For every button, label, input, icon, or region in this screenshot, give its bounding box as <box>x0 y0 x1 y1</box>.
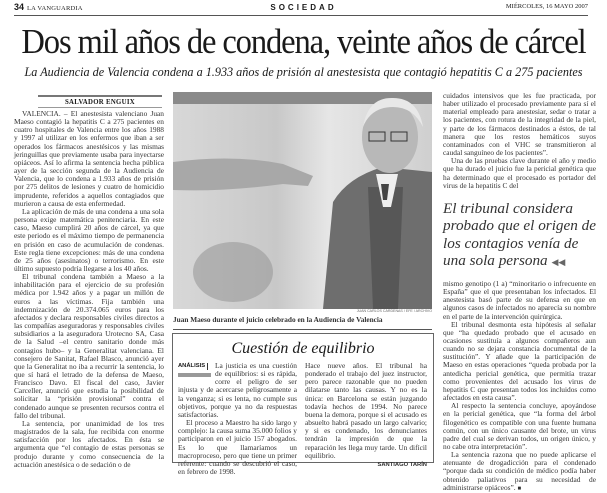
article-column-1 <box>14 110 164 469</box>
paragraph: El tribunal condena también a Maeso a la inhabilitación para el ejercicio de su profesión médica por 1.942 años y a pagar un millón de euros a las víctimas. Fija también una indemnización de 20.374.065 euros para los afectados y declara responsables civiles directos a las compañías aseguradoras y responsables civiles subsidiarios a la aseguradora Urotecno SA, Casa de la Salud –el centro sanitario donde más contagios hubo– y la Generalitat valenciana. El consejero de Sanitat, Rafael Blasco, anunció ayer que la Generalitat no iba a recurrir la sentencia, lo que sí hará el letrado de la defensa de Maeso, Francisco Davo. El fiscal del caso, Javier Carceller, anunció que estudia la posibilidad de solicitar la “prisión provisional” contra el condenado aunque se presenten recursos contra el fallo del tribunal. <box>14 272 164 420</box>
page-number: 34 <box>14 2 25 12</box>
analysis-label: ANÁLISIS <box>178 363 208 370</box>
quote-mark-icon: ◀◀ <box>551 257 566 268</box>
pull-quote <box>443 200 598 272</box>
analysis-title: Cuestión de equilibrio <box>231 340 375 357</box>
article-column-3-wrapper <box>443 92 598 493</box>
pull-quote-text: El tribunal considera probado que el origen de los contagios venía de una sola persona <box>443 199 596 270</box>
paragraph: mismo genotipo (1 a) “minoritario o infrecuente en España” que el que presentaban los infectados. El anestesista basó parte de su defensa en que en algunos casos de infectados no aparecía su nombre en el parte de la intervención quirúrgica. <box>443 278 596 321</box>
article-photo <box>173 92 432 309</box>
paragraph: La sentencia, por unanimidad de los tres magistrados de la sala, fue recibida con enorme satisfacción por los afectados. En ésta se argumenta que “el contagio de estas personas se produjo durante y como consecuencia de la actuación anestésica o de sedación o de <box>14 418 164 469</box>
paragraph-text: La sentencia razona que no puede aplicarse el atenuante de drogadicción para el condenado “porque dada su condición de médico podía haber obtenido paliativos para su necesidad de administrarse opiáceos”. <box>443 450 596 492</box>
divider <box>173 329 432 330</box>
paragraph: La aplicación de más de una condena a una sola persona exige matemática penitenciaria. En este caso, Maeso cumplirá 20 años de cárcel, ya que este periodo es el máximo tiempo de permanencia en prisión en caso de acumulación de condenas. Este regla tiene excepciones: más de una condena de 25 años (asesinatos) o terrorismo. En este último supuesto podría llegarse a los 40 años. <box>14 206 164 273</box>
paragraph: El tribunal desmonta esta hipótesis al señalar que “ha quedado probado que el acusado en ocasiones sustituía a algunos compañeros aun cuando no se dejara constancia documental de la sustitución”. Y añade que la participación de Maeso en estas operaciones “queda probada por la antedicha pericial genética, que permitía trazar como provenientes del acusado los virus de hepatitis C que presentan todos los incluidos como afectados en esta causa”. <box>443 319 596 403</box>
end-mark-icon: ■ <box>517 485 522 492</box>
newspaper-name: LA VANGUARDIA <box>27 5 83 12</box>
paragraph: Al respecto la sentencia concluye, apoyándose en la pericial genética, que “la forma del árbol filogenético es compatible con una fuente humana común, con un único causante del brote, un virus padre del cual se derivan todos, un origen único, y no cabe otra interpretación”. <box>443 401 596 451</box>
byline-rule <box>38 107 162 108</box>
headline: Dos mil años de condena, veinte años de cárcel <box>21 22 586 61</box>
photo-credit: JUAN CARLOS CÁRDENAS / EFE / ARCHIVO <box>356 309 432 313</box>
analysis-signature: SANTIAGO TARÍN <box>377 461 427 468</box>
analysis-column-2 <box>305 362 427 469</box>
paragraph: Una de las pruebas clave durante el año y medio que ha durado el juicio fue la pericial genética que ha determinado que el procesado es portador del virus de la hepatitis C del <box>443 156 596 190</box>
byline: SALVADOR ENGUIX <box>64 99 136 106</box>
article-column-3 <box>443 92 596 190</box>
section-name: SOCIEDAD <box>270 3 337 12</box>
analysis-column-1 <box>178 362 297 476</box>
paragraph: cuidados intensivos que les fue practicada, por haber utilizado el procesado previamente para sí el material empleado para anestesiar, sedar o tratar a los pacientes, con rotura de la integridad de la piel, y parte de los fármacos destinados a éstos, de tal manera que los restos hemáticos suyos contaminados con el VHC se transmitieron al caudal sanguíneo de los pacientes”. <box>443 91 596 158</box>
paragraph <box>443 451 596 493</box>
paragraph: VALENCIA. – El anestesista valenciano Juan Maeso contagió la hepatitis C a 275 pacientes en cuatro hospitales de Valencia entre los años 1988 y 1997 al utilizar en los enfermos que iban a ser operados los fármacos anestésicos y las mismas jeringuillas que previamente usaba para inyectarse opiáceos. Así lo afirma la sentencia hecha pública ayer de la sección segunda de la Audiencia de Valencia, que lo condena a 1.933 años de prisión por 275 delitos de lesiones y cuatro de homicidio imprudente, referidos a aquellos contagiados que murieron a causa de esta enfermedad. <box>14 109 164 208</box>
header-rule <box>14 15 588 16</box>
subheadline: La Audiencia de Valencia condena a 1.933 años de prisión al anestesista que contagió hepatitis C a 275 pacientes <box>24 65 583 79</box>
page-folio <box>14 2 83 12</box>
byline-rule <box>38 95 162 97</box>
paragraph: Hace nueve años. El tribunal ha ponderado el trabajo del juez instructor, pero parece razonable que no pueden dilatarse tanto las causas. Y no es la única: en Barcelona se están juzgando todavía hechos de 1994. No parece buena la demora, porque si el acusado es absuelto habrá pasado un largo calvario; y si es condenado, los denunciantes tendrán la impresión de que la reparación les llega muy tarde. Un difícil equilibrio. <box>305 361 427 460</box>
article-column-3-continued <box>443 280 596 493</box>
issue-date: MIÉRCOLES, 16 MAYO 2007 <box>505 3 588 10</box>
photo-caption: Juan Maeso durante el juicio celebrado en la Audiencia de Valencia <box>173 315 383 324</box>
paragraph: La justicia es una cuestión de equilibrios: si es rápida, corre el peligro de ser injusta y de acercarse peligrosamente a la venganza; si es lenta, no cumple sus objetivos, porque ya no da respuestas satisfactorias. <box>178 361 297 419</box>
paragraph: El proceso a Maestro ha sido largo y complejo: la causa suma 35.000 folios y participaron en el juicio 157 abogados. Es lo que llamaríamos un macroproceso, pero que tiene un primer referente: cuando se descubrió el caso, en febrero de 1998. <box>178 418 297 477</box>
